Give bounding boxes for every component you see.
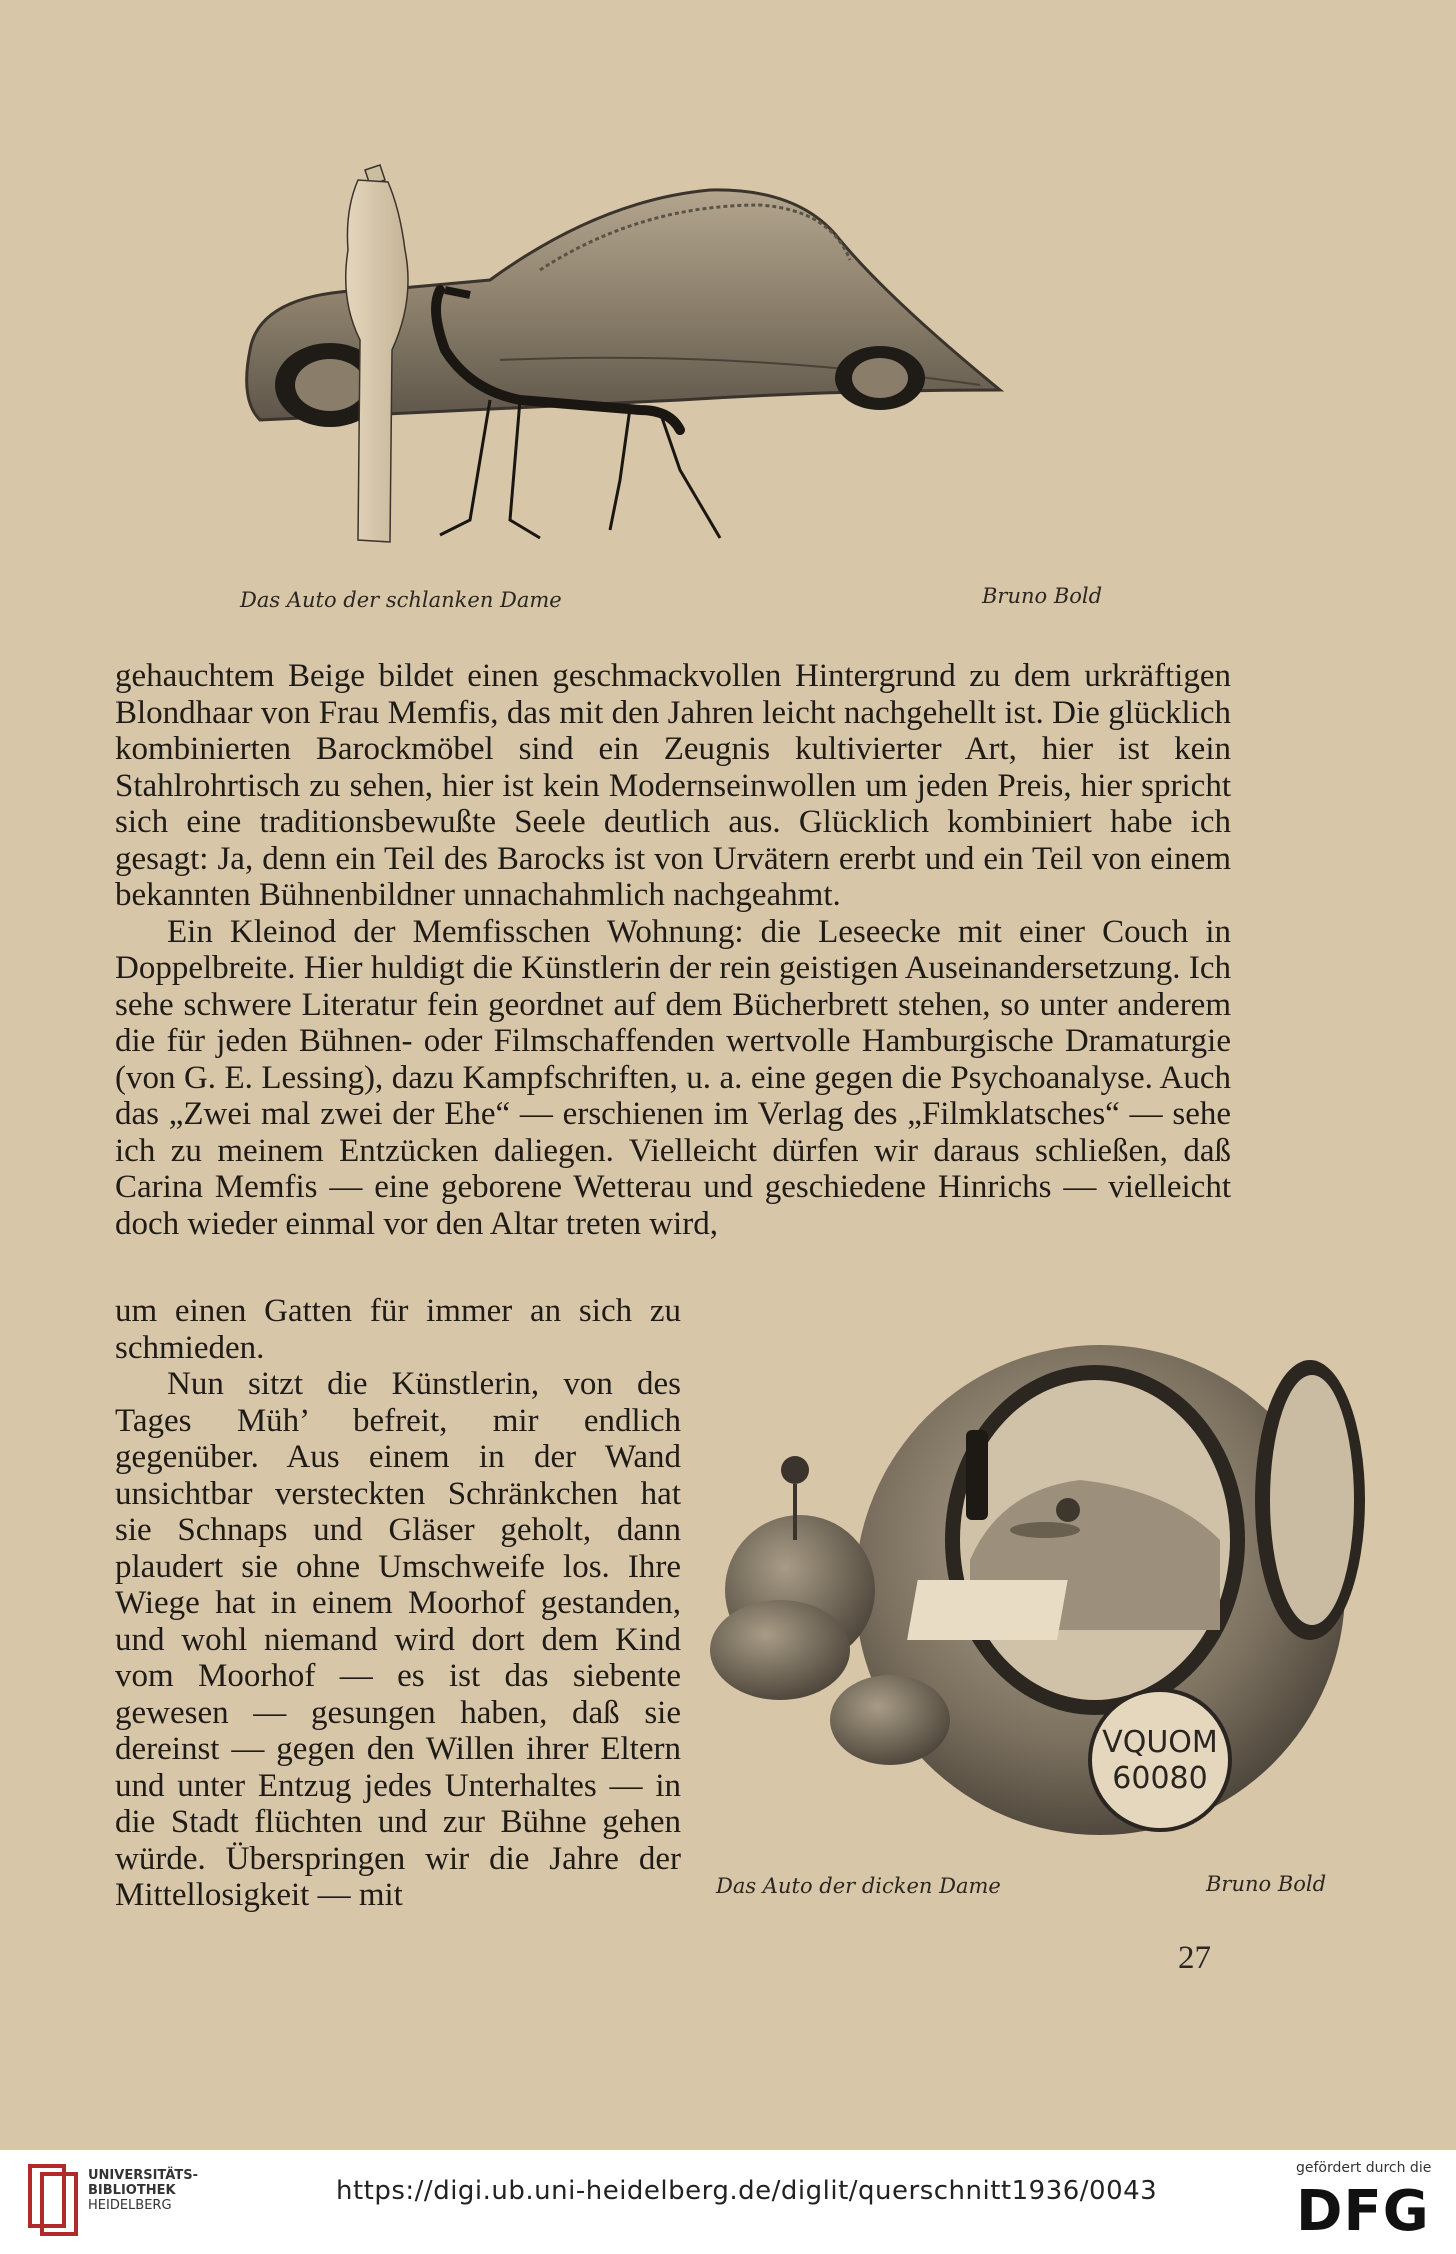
library-name-line-1: UNIVERSITÄTS- [88,2168,198,2183]
top-figure-caption-artist: Bruno Bold [982,584,1103,608]
illustration-stout-lady-car [700,1340,1370,1850]
body-text-column [115,1293,681,1914]
library-name [88,2168,198,2213]
dfg-logo: DFG [1296,2179,1430,2244]
paragraph-1: gehauchtem Beige bildet einen geschmackvollen Hintergrund zu dem urkräftigen Blondhaar von Frau Memfis, das mit den Jahren leicht nachgehellt ist. Die glücklich kombinierten Barockmöbel sind ein Zeugnis kultivierter Art, hier ist kein Stahlrohrtisch zu sehen, hier ist kein Modernseinwollen um jeden Preis, hier spricht sich eine traditionsbewußte Seele deutlich aus. Glücklich kombiniert habe ich gesagt: Ja, denn ein Teil des Barocks ist von Urvätern ererbt und ein Teil von einem bekannten Bühnenbildner unnachahmlich nachgeahmt. [115,658,1231,913]
license-plate-line-1: VQUOM [1102,1725,1218,1760]
funder-label: gefördert durch die [1296,2160,1432,2176]
license-plate-line-2: 60080 [1112,1761,1208,1796]
library-logo-icon [28,2164,82,2238]
body-text-full-width [115,658,1231,1242]
illustration-slim-lady-car [240,150,1120,570]
bottom-figure-caption-artist: Bruno Bold [1206,1872,1327,1896]
library-name-line-2: BIBLIOTHEK [88,2183,176,2198]
top-figure-caption-title: Das Auto der schlanken Dame [240,588,562,612]
page-number: 27 [1178,1940,1211,1976]
paragraph-2-tail: um einen Gatten für immer an sich zu schmieden. [115,1293,681,1366]
paragraph-2: Ein Kleinod der Memfisschen Wohnung: die Leseecke mit einer Couch in Doppelbreite. Hier huldigt die Künstlerin der rein geistigen Auseinandersetzung. Ich sehe schwere Literatur fein geordnet auf dem Bücherbrett stehen, so unter anderem die für jeden Bühnen- oder Filmschaffenden wertvolle Hamburgische Dramaturgie (von G. E. Lessing), dazu Kampfschriften, u. a. eine gegen die Psychoanalyse. Auch das „Zwei mal zwei der Ehe“ — erschienen im Verlag des „Filmklatsches“ — sehe ich zu meinem Entzücken daliegen. Vielleicht dürfen wir daraus schließen, daß Carina Memfis — eine geborene Wetterau und geschiedene Hinrichs — vielleicht doch wieder einmal vor den Altar treten wird, [115,913,1231,1242]
permalink-url[interactable]: https://digi.ub.uni-heidelberg.de/diglit/querschnitt1936/0043 [336,2176,1158,2206]
paragraph-3: Nun sitzt die Künstlerin, von des Tages Müh’ befreit, mir endlich gegenüber. Aus einem in der Wand unsichtbar versteckten Schränkchen hat sie Schnaps und Gläser geholt, dann plaudert sie ohne Umschweife los. Ihre Wiege hat in einem Moorhof gestanden, und wohl niemand wird dort dem Kind vom Moorhof — es ist das siebente gewesen — gesungen haben, daß sie dereinst — gegen den Willen ihrer Eltern und unter Entzug jedes Unterhaltes — in die Stadt flüchten und zur Bühne gehen würde. Überspringen wir die Jahre der Mittellosigkeit — mit [115,1366,681,1913]
library-name-line-3: HEIDELBERG [88,2198,172,2213]
bottom-figure-caption-title: Das Auto der dicken Dame [716,1874,1001,1898]
